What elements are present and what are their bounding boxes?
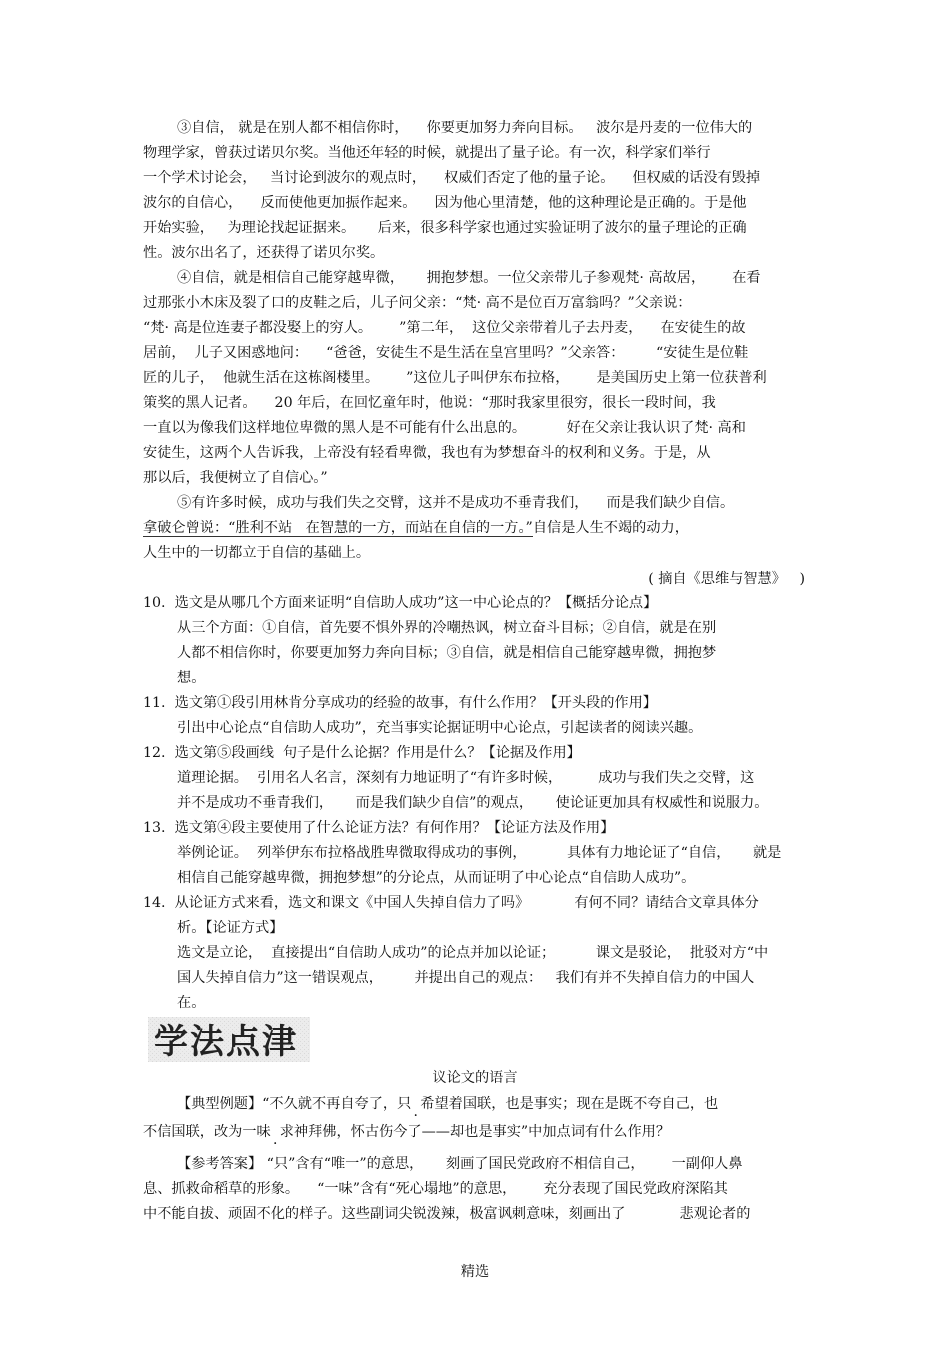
answer-12-line: 并不是成功不垂青我们， 而是我们缺少自信”的观点， 使论证更加具有权威性和说服力。 xyxy=(177,795,769,811)
question-11: 11. 选文第①段引用林肯分享成功的经验的故事，有什么作用？【开头段的作用】 xyxy=(143,695,657,711)
answer-11-line: 引出中心论点“自信助人成功”，充当事实论据证明中心论点，引起读者的阅读兴趣。 xyxy=(177,720,703,736)
answer-13-line: 举例论证。 列举伊东布拉格战胜卑微取得成功的事例， 具体有力地论证了“自信， 就是 xyxy=(177,845,782,861)
passage-p4-line: 一直以为像我们这样地位卑微的黑人是不可能有什么出息的。 好在父亲让我认识了梵· 高和 xyxy=(143,420,746,436)
passage-p4-line: 匠的儿子， 他就生活在这栋阁楼里。 ”这位儿子叫伊东布拉格， 是美国历史上第一位获普利 xyxy=(143,370,767,386)
source-citation: ( 摘自《思维与智慧》 ) xyxy=(648,571,805,587)
passage-p3-line: 性。波尔出名了，还获得了诺贝尔奖。 xyxy=(143,245,385,261)
answer-10-line: 从三个方面：①自信，首先要不惧外界的冷嘲热讽，树立奋斗目标；②自信，就是在别 xyxy=(177,620,717,636)
question-13: 13. 选文第④段主要使用了什么论证方法？有何作用？【论证方法及作用】 xyxy=(143,820,615,836)
example-text: 求神拜佛，怀古伤今了——却也是事实”中加点词有什么作用？ xyxy=(279,1124,671,1140)
example-text: 【典型例题】“不久就不再自夸了，只 xyxy=(177,1096,412,1112)
emphasis-dot xyxy=(271,1124,280,1140)
answer-14-line: 选文是立论， 直接提出“自信助人成功”的论点并加以论证； 课文是驳论， 批驳对方“中 xyxy=(177,945,769,961)
passage-p3-line: ③自信， 就是在别人都不相信你时， 你要更加努力奔向目标。 波尔是丹麦的一位伟大的 xyxy=(177,120,753,136)
passage-p5-line: ⑤有许多时候，成功与我们失之交臂，这并不是成功不垂青我们， 而是我们缺少自信。 xyxy=(177,495,735,511)
passage-p5-rest: 自信是人生不竭的动力， xyxy=(532,520,689,536)
passage-p3-line: 开始实验， 为理论找起证据来。 后来，很多科学家也通过实验证明了波尔的量子理论的正确 xyxy=(143,220,747,236)
question-10: 10. 选文是从哪几个方面来证明“自信助人成功”这一中心论点的？【概括分论点】 xyxy=(143,595,658,611)
passage-p3-line: 一个学术讨论会， 当讨论到波尔的观点时， 权威们否定了他的量子论。 但权威的话没有毁掉 xyxy=(143,170,761,186)
question-12: 12. 选文第⑤段画线 句子是什么论据？作用是什么？【论据及作用】 xyxy=(143,745,581,761)
passage-p5-line xyxy=(143,518,689,538)
example-line xyxy=(177,1094,718,1114)
reference-answer-line: 【参考答案】 “只”含有“唯一”的意思， 刻画了国民党政府不相信自己， 一副仰人鼻 xyxy=(177,1156,743,1172)
passage-p3-line: 物理学家，曾获过诺贝尔奖。当他还年轻的时候，就提出了量子论。有一次，科学家们举行 xyxy=(143,145,711,161)
question-14-cont: 析。【论证方式】 xyxy=(177,920,284,936)
underlined-quote: 拿破仑曾说：“胜利不站 在智慧的一方，而站在自信的一方。” xyxy=(143,520,533,536)
example-text: 不信国联，改为一味 xyxy=(143,1124,271,1140)
answer-13-line: 相信自己能穿越卑微，拥抱梦想”的分论点，从而证明了中心论点“自信助人成功”。 xyxy=(177,870,696,886)
question-14: 14. 从论证方式来看，选文和课文《中国人失掉自信力了吗》 有何不同？请结合文章具体分 xyxy=(143,895,759,911)
passage-p4-line: 过那张小木床及裂了口的皮鞋之后，儿子问父亲：“梵· 高不是位百万富翁吗？”父亲说： xyxy=(143,295,692,311)
reference-answer-line: 息、抓救命稻草的形象。 “一味”含有“死心塌地”的意思， 充分表现了国民党政府深陷其 xyxy=(143,1181,728,1197)
answer-14-line: 在。 xyxy=(177,995,206,1011)
emphasis-dot xyxy=(411,1096,420,1112)
xuefa-dianjin-logo xyxy=(148,1017,310,1062)
example-line xyxy=(143,1122,670,1142)
answer-10-line: 想。 xyxy=(177,670,206,686)
answer-14-line: 国人失掉自信力”这一错误观点， 并提出自己的观点： 我们有并不失掉自信力的中国人 xyxy=(177,970,755,986)
section-title: 议论文的语言 xyxy=(432,1070,518,1086)
answer-12-line: 道理论据。 引用名人名言，深刻有力地证明了“有许多时候， 成功与我们失之交臂，这 xyxy=(177,770,755,786)
passage-p4-line: 策奖的黑人记者。 20 年后，在回忆童年时，他说：“那时我家里很穷，很长一段时间，我 xyxy=(143,395,716,411)
reference-answer-line: 中不能自拔、顽固不化的样子。这些副词尖锐泼辣，极富讽刺意味，刻画出了 悲观论者的 xyxy=(143,1206,751,1222)
passage-p4-line: 那以后，我便树立了自信心。” xyxy=(143,470,328,486)
passage-p5-line: 人生中的一切都立于自信的基础上。 xyxy=(143,545,371,561)
passage-p4-line: 居前， 儿子又困惑地问： “爸爸，安徒生不是生活在皇宫里吗？”父亲答： “安徒生是位鞋 xyxy=(143,345,749,361)
answer-10-line: 人都不相信你时，你要更加努力奔向目标；③自信，就是相信自己能穿越卑微，拥抱梦 xyxy=(177,645,717,661)
passage-p4-line: 安徒生，这两个人告诉我，上帝没有轻看卑微，我也有为梦想奋斗的权利和义务。于是，从 xyxy=(143,445,711,461)
example-text: 希望着国联，也是事实；现在是既不夸自己，也 xyxy=(420,1096,719,1112)
passage-p3-line: 波尔的自信心， 反而使他更加振作起来。 因为他心里清楚，他的这种理论是正确的。于是他 xyxy=(143,195,747,211)
passage-p4-line: ④自信，就是相信自己能穿越卑微， 拥抱梦想。一位父亲带儿子参观梵· 高故居， 在看 xyxy=(177,270,761,286)
logo-text: 学法点津 xyxy=(154,1022,298,1062)
page-footer: 精选 xyxy=(460,1264,490,1280)
passage-p4-line: “梵· 高是位连妻子都没娶上的穷人。 ”第二年， 这位父亲带着儿子去丹麦， 在安徒生的故 xyxy=(143,320,746,336)
